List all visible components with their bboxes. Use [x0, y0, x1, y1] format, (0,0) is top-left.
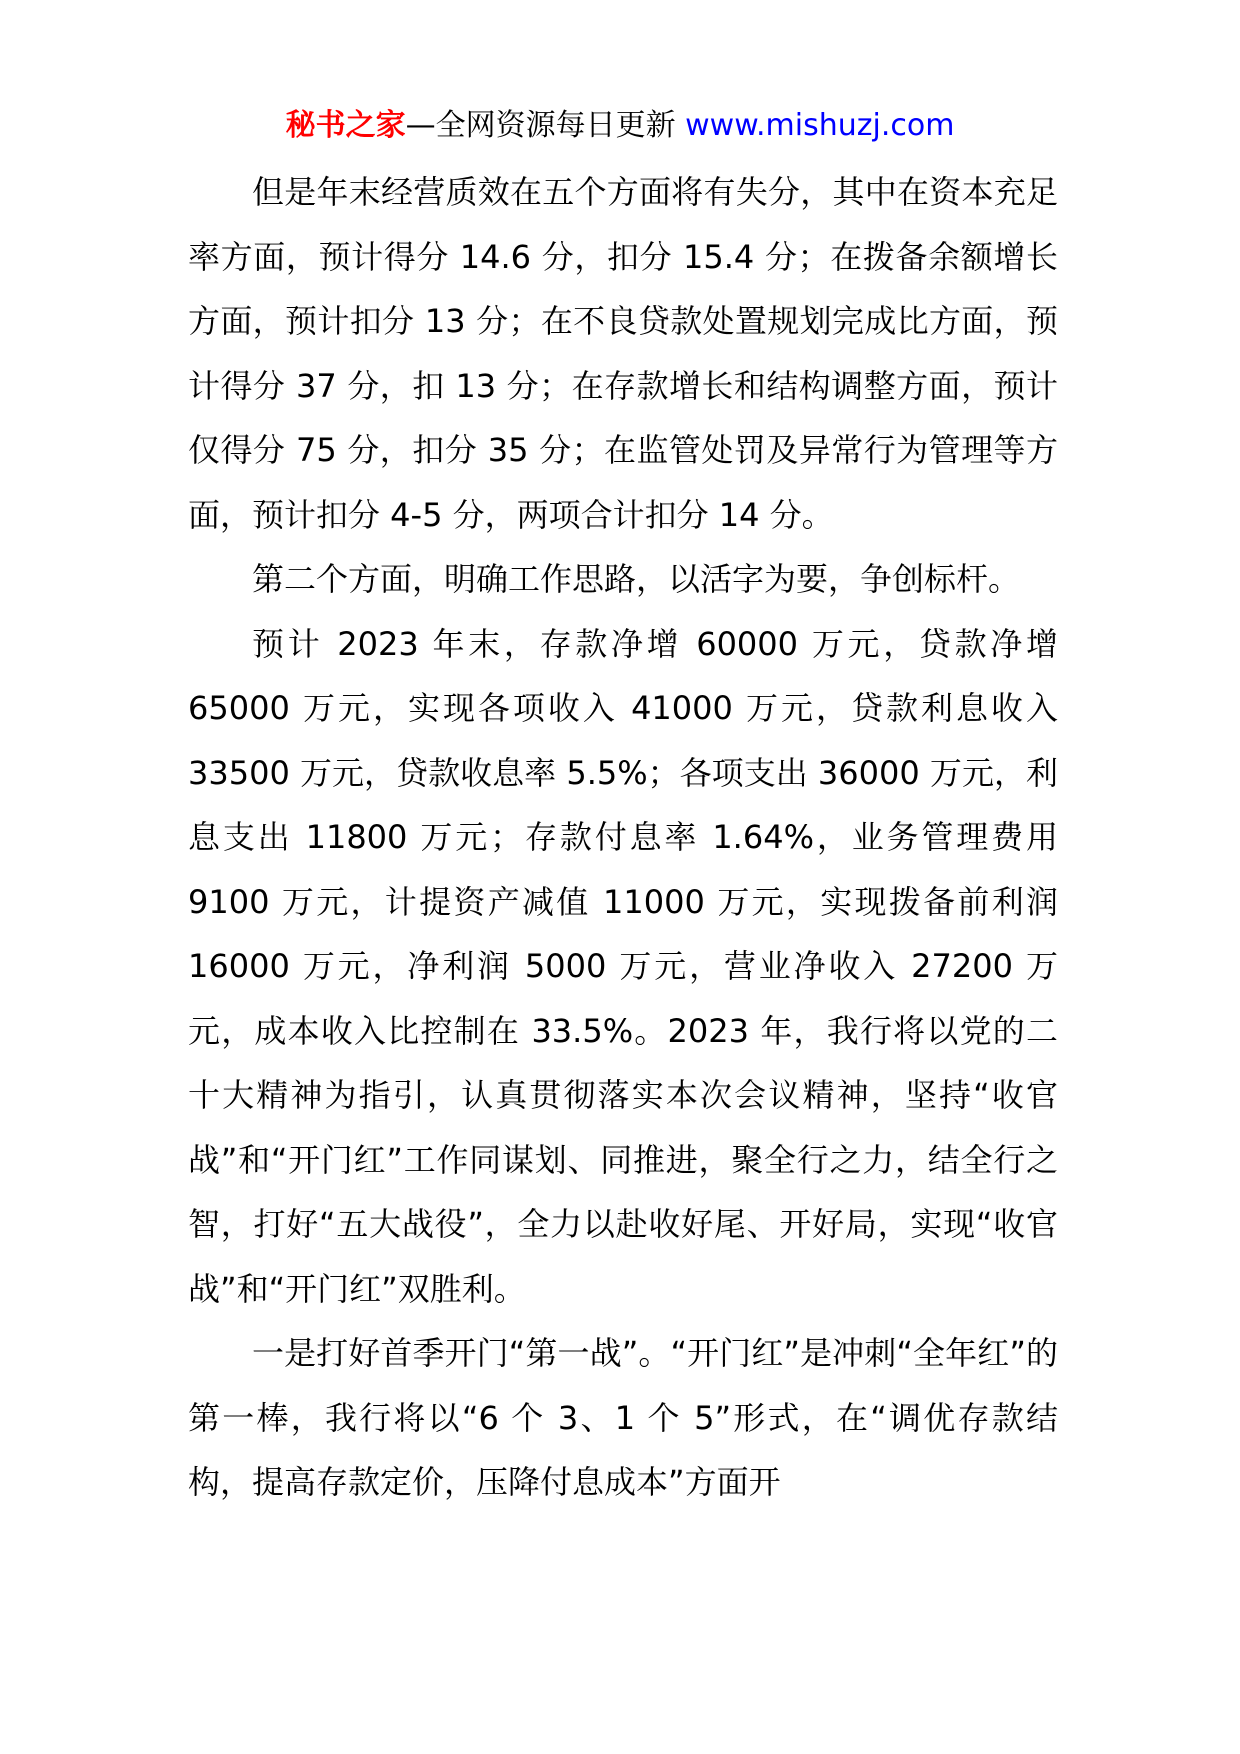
paragraph-2023-forecast: 预计 2023 年末，存款净增 60000 万元，贷款净增 65000 万元，实现各项收入 41000 万元，贷款利息收入 33500 万元，贷款收息率 5.5%；各项支出 36000 万元，利息支出 11800 万元；存款付息率 1.64%，业务管理费用 9100 万元，计提资产减值 11000 万元，实现拨备前利润 16000 万元，净利润 5000 万元，营业净收入 27200 万元，成本收入比控制在 33.5%。2023 年，我行将以党的二十大精神为指引，认真贯彻落实本次会议精神，坚持“收官战”和“开门红”工作同谋划、同推进，聚全行之力，结全行之智，打好“五大战役”，全力以赴收好尾、开好局，实现“收官战”和“开门红”双胜利。 — [188, 624, 1058, 1308]
document-body — [188, 160, 1058, 1515]
brand-name: 秘书之家 — [285, 108, 406, 143]
paragraph-scoring-losses: 但是年末经营质效在五个方面将有失分，其中在资本充足率方面，预计得分 14.6 分，扣分 15.4 分；在拨备余额增长方面，预计扣分 13 分；在不良贷款处置规划完成比方面，预计得分 37 分，扣 13 分；在存款增长和结构调整方面，预计仅得分 75 分，扣分 35 分；在监管处罚及异常行为管理等方面，预计扣分 4-5 分，两项合计扣分 14 分。 — [188, 173, 1058, 534]
website-link[interactable]: www.mishuzj.com — [685, 108, 955, 143]
watermark-header — [0, 104, 1240, 148]
header-tagline: —全网资源每日更新 — [405, 108, 676, 143]
paragraph-first-battle: 一是打好首季开门“第一战”。“开门红”是冲刺“全年红”的第一棒，我行将以“6 个 3、1 个 5”形式，在“调优存款结构，提高存款定价，压降付息成本”方面开 — [188, 1334, 1058, 1501]
paragraph-section-two-heading: 第二个方面，明确工作思路，以活字为要，争创标杆。 — [252, 560, 1021, 598]
